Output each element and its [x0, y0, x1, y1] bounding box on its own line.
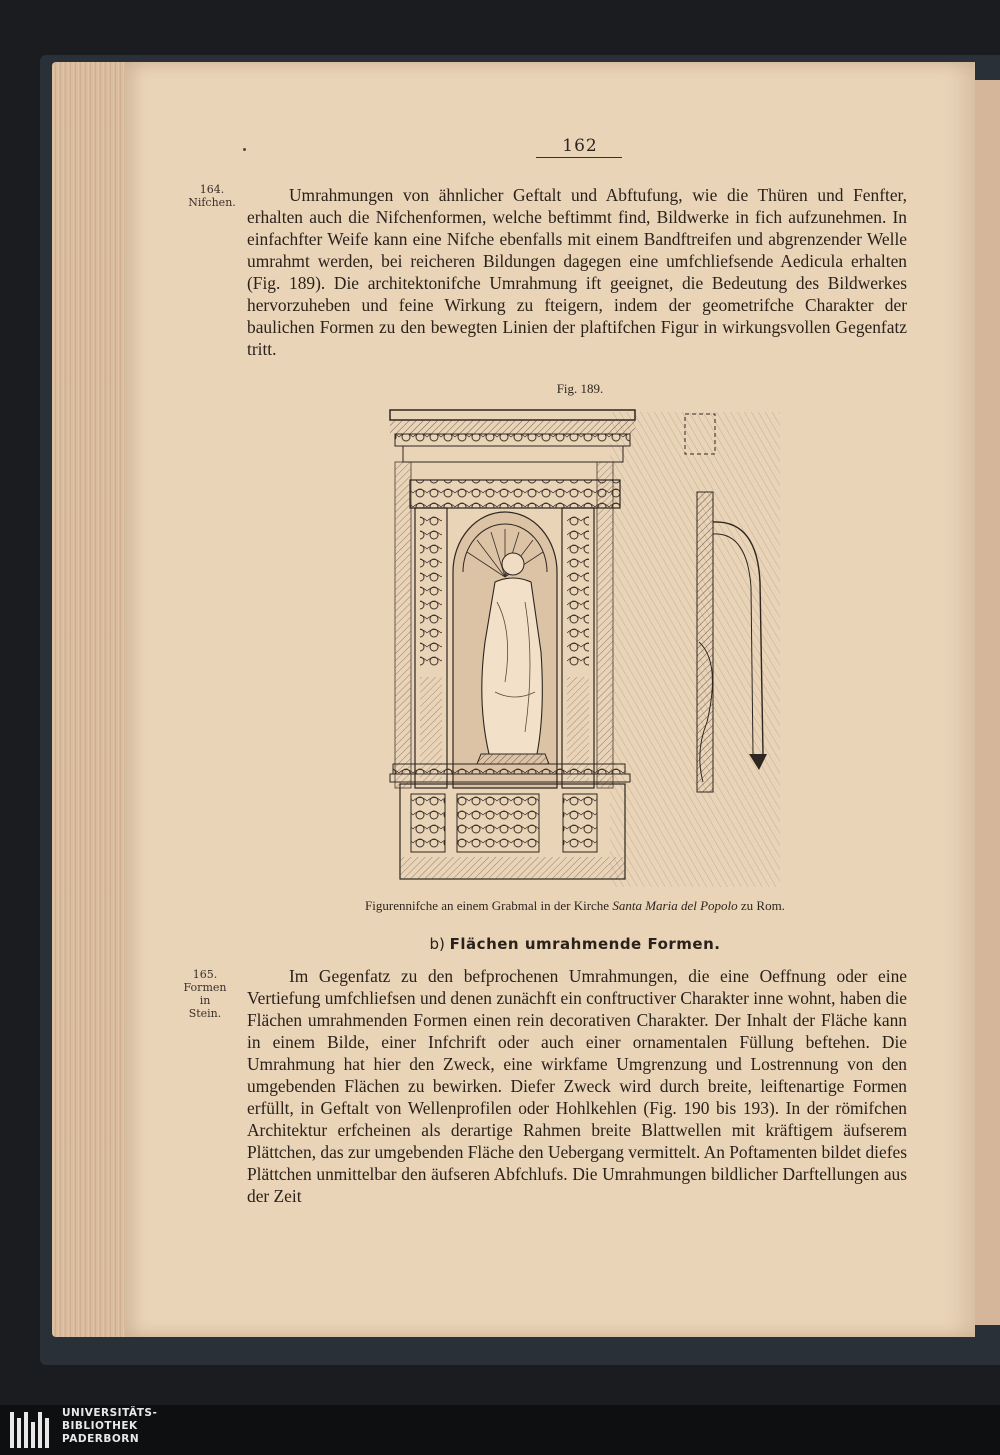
margin-note-164 [177, 183, 247, 209]
section-marker: b) [429, 935, 445, 953]
figure-caption [260, 898, 890, 914]
library-logo-icon [8, 1408, 56, 1454]
niche-engraving [385, 402, 780, 887]
section-heading [260, 935, 890, 953]
margin-note-number: 164. [199, 183, 225, 196]
paragraph-165: Im Gegenfatz zu den befprochenen Umrahmungen, die eine Oeffnung oder eine Vertiefung umfchliefsen und denen zunächft ein conftructiver Charakter inne wohnt, haben die Flächen umrahmenden Formen einen rein decorativen Charakter. Der Inhalt der Fläche kann in einem Bilde, einer Infchrift oder auch einer ornamentalen Füllung beftehen. Die Umrahmung hat hier den Zweck, eine wirkfame Umgrenzung und Lostrennung von den umgebenden Flächen zu bewirken. Diefer Zweck wird durch breite, leiftenartige Formen erfüllt, in Geftalt von Wellenprofilen oder Hohlkehlen (Fig. 190 bis 193). In der römifchen Architektur erfcheinen als derartige Rahmen breite Blattwellen mit kräftigem äufserem Plättchen, das zur umgebenden Fläche den Uebergang vermittelt. An Poftamenten bildet diefes Plättchen unmittelbar den äufseren Abfchlufs. Die Umrahmungen bildlicher Darftellungen aus der Zeit [247, 966, 907, 1206]
margin-note-165 [170, 968, 240, 1020]
caption-text: Figurennifche an einem Grabmal in der Kirche [365, 898, 610, 913]
paragraph-164: Umrahmungen von ähnlicher Geftalt und Abftufung, wie die Thüren und Fenfter, erhalten auch die Nifchenformen, welche beftimmt find, Bildwerke in fich aufzunehmen. In einfachfter Weife kann eine Nifche ebenfalls mit einem Bandftreifen und abgrenzender Welle umrahmt werden, bei reicheren Bildungen dagegen eine umfchliefsende Aedicula erhalten (Fig. 189). Die architektonifche Umrahmung ift geeignet, die Bedeutung des Bildwerkes hervorzuheben und feine Wirkung zu fteigern, indem der geometrifche Charakter der baulichen Formen zu den bewegten Linien der plaftifchen Figur in wirkungsvollen Gegenfatz tritt. [247, 185, 907, 359]
page-number-rule [536, 157, 622, 158]
caption-church-name: Santa Maria del Popolo [612, 898, 738, 913]
margin-note-label-line2: in [199, 994, 211, 1007]
margin-note-label-line1: Formen [183, 981, 227, 994]
library-name-line2: BIBLIOTHEK [62, 1420, 138, 1432]
library-name [62, 1407, 157, 1446]
figure-label: Fig. 189. [556, 381, 604, 396]
margin-note-number: 165. [192, 968, 218, 981]
margin-note-label: Nifchen. [188, 196, 236, 209]
library-name-line3: PADERBORN [62, 1433, 140, 1445]
margin-note-label-line3: Stein. [188, 1007, 222, 1020]
page-number: 162 [562, 136, 598, 156]
print-mark [243, 148, 246, 151]
page-stack [52, 62, 132, 1337]
caption-location: zu Rom. [740, 898, 785, 913]
library-name-line1: UNIVERSITÄTS- [62, 1407, 158, 1419]
section-title: Flächen umrahmende Formen. [449, 935, 721, 953]
